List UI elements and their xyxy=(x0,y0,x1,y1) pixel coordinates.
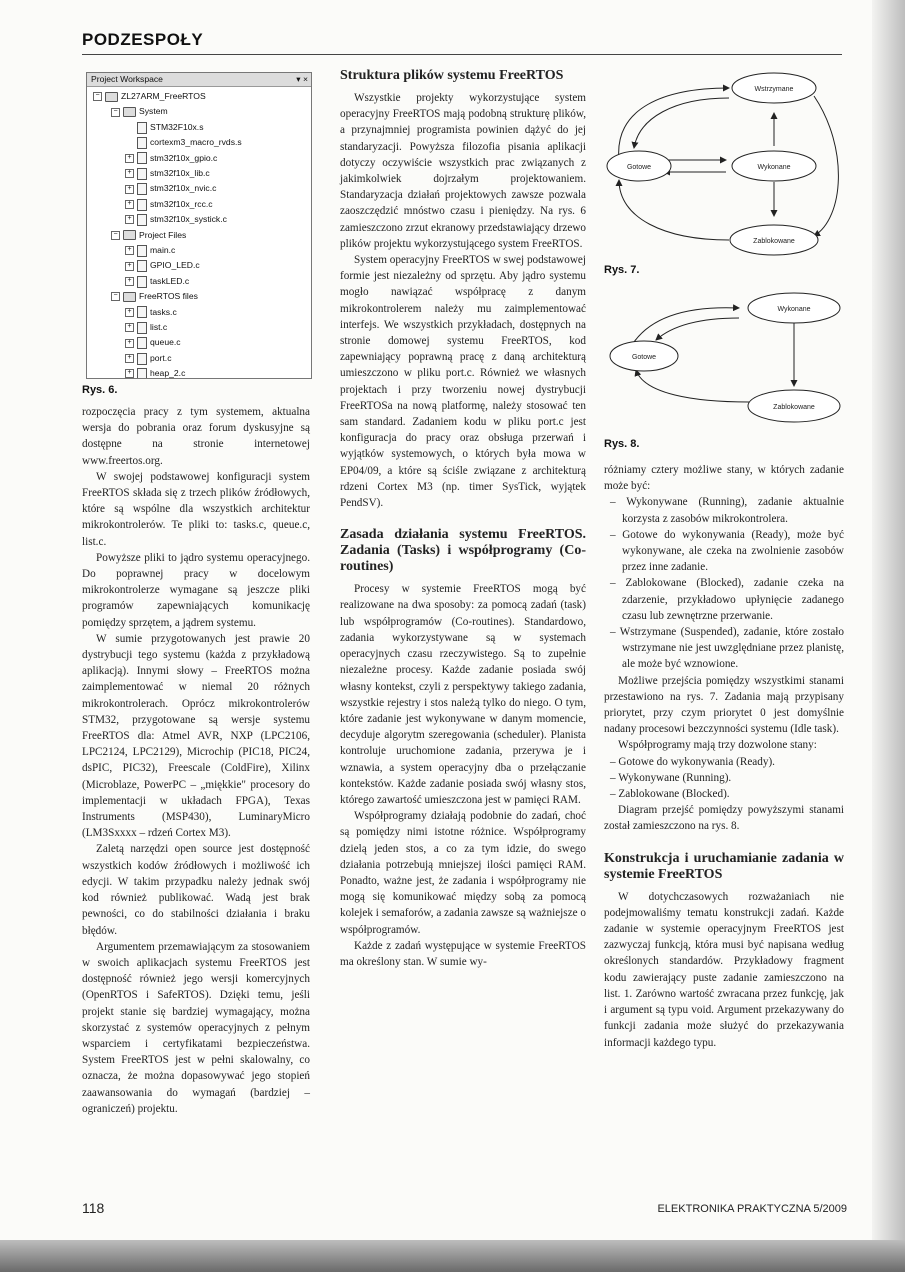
paragraph: Diagram przejść pomiędzy powyższymi stanami został zamieszczono na rys. 8. xyxy=(604,804,844,833)
page-number: 118 xyxy=(82,1200,105,1216)
paragraph: Procesy w systemie FreeRTOS mogą być realizowane na dwa sposoby: za pomocą zadań (task) lub współprogramów (Co-routines). Standardowo, zadania wykorzystywane są w systemach operacyjnych czasu rzeczywistego. Są to zupełnie niezależne procesy. Każde zadanie posiada swój własny kontekst, czyli z perspektywy takiego zadania, wszystkie rejestry i stos należą tylko do niego. O tym, które zadanie jest wykonywane w danym momencie, decyduje algorytm szeregowania (scheduler). Planista kontroluje uruchomione zadania, przerywa je i wznawia, a system operacyjny dba o przełączanie kontekstów. Każde zadanie posiada swój własny stos, którego zawartość umieszczona jest w pamięci RAM. xyxy=(340,583,586,806)
file-icon xyxy=(137,353,147,365)
project-workspace-panel xyxy=(86,72,312,379)
file-icon xyxy=(137,122,147,134)
paragraph: W dotychczasowych rozważaniach nie podejmowaliśmy tematu konstrukcji zadań. Każde zadanie w systemie operacyjnym FreeRTOS jest zazwyczaj funkcją, która musi być napisana według określonych standardów. Przykładowy fragment kodu zawierający puste zadanie zamieszczono na list. 1. Zarówno wartość zwracana przez funkcję, jak i argument są typu void. Argument przekazywany do funkcji zadania może służyć do przekazywania informacji każdego typu. xyxy=(604,890,844,1049)
file-icon xyxy=(137,306,147,318)
folder-icon xyxy=(105,92,118,102)
workspace-title-buttons[interactable]: ▾ × xyxy=(296,74,308,84)
tree-item-label: System xyxy=(139,106,168,117)
tree-item[interactable] xyxy=(125,167,210,180)
expand-toggle-icon[interactable]: + xyxy=(125,339,134,348)
paragraph: Argumentem przemawiającym za stosowaniem w swoich aplikacjach systemu FreeRTOS jest dostępność również jego wersji komercyjnych (OpenRTOS i SafeRTOS). Dzięki temu, jeśli projekt stanie się bardziej wymagający, można skorzystać z systemów operacyjnych z pełnym wsparciem i certyfikatami bezpieczeństwa. System FreeRTOS jest w pełni skalowalny, co oznacza, że można dopasowywać jego stopień zaawansowania do wymagań (bardziej – ograniczeń) projektu. xyxy=(82,940,310,1115)
file-icon xyxy=(137,245,147,257)
tree-item[interactable] xyxy=(125,198,213,211)
list-item: – Gotowe do wykonywania (Ready). xyxy=(610,755,775,768)
paragraph: Możliwe przejścia pomiędzy wszystkimi stanami przestawiono na rys. 7. Zadania mają przypisany priorytet, przy czym priorytet 0 jest domyślnie nadany procesowi bezczynności systemu (Idle task). xyxy=(604,674,844,736)
magazine-footer: ELEKTRONIKA PRAKTYCZNA 5/2009 xyxy=(657,1203,847,1215)
column-1 xyxy=(82,404,310,1117)
tree-item-label: stm32f10x_nvic.c xyxy=(150,183,217,194)
tree-item-label: taskLED.c xyxy=(150,275,190,286)
tree-item[interactable] xyxy=(125,121,204,134)
paragraph: System operacyjny FreeRTOS w swej podstawowej formie jest niezależny od sprzętu. Aby jądro systemu mogło nawiązać współpracę z danym mikrokontrolerem należy mu zaimplementować interfejs. We wszystkich przykładach, dostępnych na stronie domowej systemu FreeRTOS, kod zapewniający poprawną pracę z daną architekturą umieszczono w pliku port.c. Również we własnych projektach i przy tworzeniu nowej dystrybucji FreeRTOSa na nową platformę, należy stosować ten sam standard. Zadaniem kodu w pliku port.c jest konfiguracja do pracy oraz obsługa przerwań i wyjątków systemowych, o których była mowa w EP04/09, a które są ściśle związane z architekturą rdzeni Cortex M3 (np. timer SysTick, wyjątek PendSV). xyxy=(340,254,586,510)
node-running-label: Wykonane xyxy=(757,164,791,171)
file-icon xyxy=(137,152,147,164)
tree-item-label: tasks.c xyxy=(150,306,177,317)
list-item: – Zablokowane (Blocked). xyxy=(610,788,730,801)
tree-item[interactable] xyxy=(125,367,185,379)
expand-toggle-icon[interactable]: + xyxy=(125,369,134,378)
tree-item[interactable] xyxy=(125,321,167,334)
expand-toggle-icon[interactable]: + xyxy=(125,354,134,363)
tree-item-label: STM32F10x.s xyxy=(150,121,204,132)
tree-item[interactable] xyxy=(125,152,217,165)
tree-item-label: stm32f10x_systick.c xyxy=(150,214,227,225)
tree-item[interactable] xyxy=(125,213,227,226)
list-item: – Wykonywane (Running). xyxy=(610,771,732,784)
expand-toggle-icon[interactable]: − xyxy=(93,92,102,101)
expand-toggle-icon[interactable]: + xyxy=(125,246,134,255)
node8-ready-label: Gotowe xyxy=(631,354,657,361)
expand-toggle-icon[interactable]: + xyxy=(125,308,134,317)
tree-item[interactable] xyxy=(93,90,206,102)
tree-item-label: port.c xyxy=(150,352,172,363)
tree-item-label: FreeRTOS files xyxy=(139,291,198,302)
file-icon xyxy=(137,137,147,149)
file-icon xyxy=(137,260,147,272)
list-item: – Zablokowane (Blocked), zadanie czeka na zdarzenie, przykładowo upłynięcie zadanego czasu lub zewnętrzne przerwanie. xyxy=(610,577,844,622)
paragraph: Współprogramy mają trzy dozwolone stany: xyxy=(618,739,817,752)
column-3 xyxy=(604,462,844,1051)
workspace-title-bar xyxy=(87,73,311,87)
expand-toggle-icon[interactable]: + xyxy=(125,169,134,178)
arrow8-blocked-to-ready xyxy=(636,370,749,402)
list-item: – Wstrzymane (Suspended), zadanie, które zostało wstrzymane nie jest uwzględniane przez planistę, ale może być wznowione. xyxy=(610,626,844,671)
tree-item-label: stm32f10x_lib.c xyxy=(150,168,210,178)
state-diagram-8 xyxy=(604,284,844,432)
tree-item[interactable] xyxy=(125,136,242,149)
expand-toggle-icon[interactable]: + xyxy=(125,323,134,332)
expand-toggle-icon[interactable]: − xyxy=(111,231,120,240)
tree-item[interactable] xyxy=(111,229,186,241)
node-suspended-label: Wstrzymane xyxy=(754,86,794,93)
arrow-blocked-to-ready xyxy=(619,180,729,240)
column-2 xyxy=(340,68,586,970)
paragraph: Powyższe pliki to jądro systemu operacyjnego. Do poprawnej pracy w docelowym mikrokontrolerze wymagane są jeszcze pliki programów zapewniających komunikację pomiędzy sprzętem, a jądrem systemu. xyxy=(82,551,310,629)
node8-running-label: Wykonane xyxy=(777,306,811,313)
file-icon xyxy=(137,322,147,334)
tree-item-label: list.c xyxy=(150,322,168,332)
expand-toggle-icon[interactable]: + xyxy=(125,154,134,163)
file-icon xyxy=(137,199,147,211)
paragraph: W swojej podstawowej konfiguracji system FreeRTOS składa się z trzech plików źródłowych, które są wspólne dla wszystkich architektur mikrokontrolerów. Te pliki to: tasks.c, queue.c, list.c. xyxy=(82,470,310,548)
tree-item[interactable] xyxy=(125,182,216,195)
tree-item-label: heap_2.c xyxy=(150,368,186,379)
section-header: PODZESPOŁY xyxy=(82,30,204,49)
expand-toggle-icon[interactable]: + xyxy=(125,215,134,224)
file-icon xyxy=(137,168,147,180)
paragraph: Współprogramy działają podobnie do zadań, choć są pomiędzy nimi istotne różnice. Współprogramy dzielą jeden stos, a co za tym idzie, do swego działania potrzebują mniejszej ilości pamięci RAM. Ponadto, ważne jest, że zadania i współprogramy nie mogą się komunikować między sobą za pomocą kolejek i semaforów, a zadania zawsze są ważniejsze o współprogramów. xyxy=(340,810,586,936)
expand-toggle-icon[interactable]: + xyxy=(125,277,134,286)
paragraph: Zaletą narzędzi open source jest dostępność wszystkich kodów źródłowych i możliwość ich edycji. W takim przypadku należy jednak swój kod również publikować. Wadą jest brak pewności, co do stabilności działania i braku błędów. xyxy=(82,843,310,937)
expand-toggle-icon[interactable]: − xyxy=(111,292,120,301)
tree-item-label: stm32f10x_rcc.c xyxy=(150,198,213,209)
page-edge-shadow xyxy=(872,0,905,1240)
list-item: – Wykonywane (Running), zadanie aktualnie korzysta z zasobów mikrokontrolera. xyxy=(610,496,844,525)
expand-toggle-icon[interactable]: + xyxy=(125,200,134,209)
tree-item[interactable] xyxy=(125,259,200,272)
tree-item-label: queue.c xyxy=(150,337,181,348)
file-icon xyxy=(137,337,147,349)
tree-item-label: main.c xyxy=(150,245,176,255)
scan-bottom-edge xyxy=(0,1240,905,1272)
expand-toggle-icon[interactable]: − xyxy=(111,108,120,117)
tree-item[interactable] xyxy=(125,306,177,319)
node-ready-label: Gotowe xyxy=(626,164,652,171)
header-rule xyxy=(82,54,842,55)
paragraph: Wszystkie projekty wykorzystujące system operacyjny FreeRTOS mają podobną strukturę plików, a przynajmniej programista powinien dążyć do jej standaryzacji. Powyższa filozofia pisania aplikacji dotyczy oczywiście wszystkich prac związanych z jakimkolwiek dojrzałym projektowaniem. Standaryzacja działań projektowych zawsze pozwala zaoszczędzić mnóstwo czasu i pieniędzy. Na rys. 6 zamieszczono zrzut ekranowy przedstawiający drzewo plików projektu wykorzystującego system FreeRTOS. xyxy=(340,92,586,250)
arrow8-running-to-ready xyxy=(656,318,739,340)
task-states-list xyxy=(604,494,844,672)
file-icon xyxy=(137,368,147,379)
file-icon xyxy=(137,183,147,195)
arrow-suspended-to-blocked xyxy=(814,96,838,236)
tree-item-label: cortexm3_macro_rvds.s xyxy=(150,137,242,148)
workspace-title: Project Workspace xyxy=(91,74,163,84)
paragraph: rozpoczęcia pracy z tym systemem, aktualna wersja do pobrania oraz forum dyskusyjne są dostępne na stronie internetowej www.freertos.org. xyxy=(82,406,310,467)
node-blocked-label: Zablokowane xyxy=(753,238,795,245)
tree-item[interactable] xyxy=(125,352,172,365)
tree-item-label: GPIO_LED.c xyxy=(150,260,200,271)
node8-blocked-label: Zablokowane xyxy=(773,404,815,411)
tree-item[interactable] xyxy=(125,275,189,288)
section-heading: Struktura plików systemu FreeRTOS xyxy=(340,68,564,83)
tree-item[interactable] xyxy=(125,244,175,257)
arrow8-ready-to-running xyxy=(634,308,739,342)
file-icon xyxy=(137,276,147,288)
tree-item-label: Project Files xyxy=(139,229,187,240)
figure-caption-8: Rys. 8. xyxy=(604,438,640,450)
paragraph: Każde z zadań występujące w systemie FreeRTOS ma określony stan. W sumie wy- xyxy=(340,939,586,968)
folder-icon xyxy=(123,230,136,240)
tree-item[interactable] xyxy=(125,336,181,349)
coroutine-states-list xyxy=(604,754,844,803)
section-heading: Konstrukcja i uruchamianie zadania w systemie FreeRTOS xyxy=(604,850,844,882)
folder-icon xyxy=(123,107,136,117)
state-diagram-7 xyxy=(604,68,844,268)
expand-toggle-icon[interactable]: + xyxy=(125,185,134,194)
list-item: – Gotowe do wykonywania (Ready), może być wykonywane, ale czeka na zwolnienie zasobów przez inne zadanie. xyxy=(610,528,844,574)
tree-item-label: stm32f10x_gpio.c xyxy=(150,152,218,163)
paragraph: różniamy cztery możliwe stany, w których zadanie może być: xyxy=(604,464,844,493)
expand-toggle-icon[interactable]: + xyxy=(125,262,134,271)
tree-item[interactable] xyxy=(111,290,198,302)
paragraph: W sumie przygotowanych jest prawie 20 dystrybucji tego systemu (każda z przykładową aplikacją). Innymi słowy – FreeRTOS można zaimplementować w niemal 20 różnych mikrokontrolerach. Oprócz mikrokontrolerów STM32, przygotowane są wersje systemu FreeRTOS dla: Atmel AVR, NXP (LPC2106, LPC2124, LPC2129), Microchip (PIC18, PIC24, dsPIC, PIC32), Freescale (ColdFire), Xilinx (Microblaze, PowerPC – „miękkie" procesory do implementacji w układach FPGA), Texas Instruments (MSP430), LuminaryMicro (LM3Sxxxx – rdzeń Cortex M3). xyxy=(82,632,310,840)
tree-item[interactable] xyxy=(111,105,168,117)
figure-caption-6: Rys. 6. xyxy=(82,384,118,396)
folder-icon xyxy=(123,292,136,302)
figure-caption-7: Rys. 7. xyxy=(604,264,640,276)
tree-item-label: ZL27ARM_FreeRTOS xyxy=(121,91,206,101)
arrow-suspended-to-ready xyxy=(634,98,729,148)
section-heading: Zasada działania systemu FreeRTOS. Zadania (Tasks) i współprogramy (Co-routines) xyxy=(340,527,586,575)
file-icon xyxy=(137,214,147,226)
